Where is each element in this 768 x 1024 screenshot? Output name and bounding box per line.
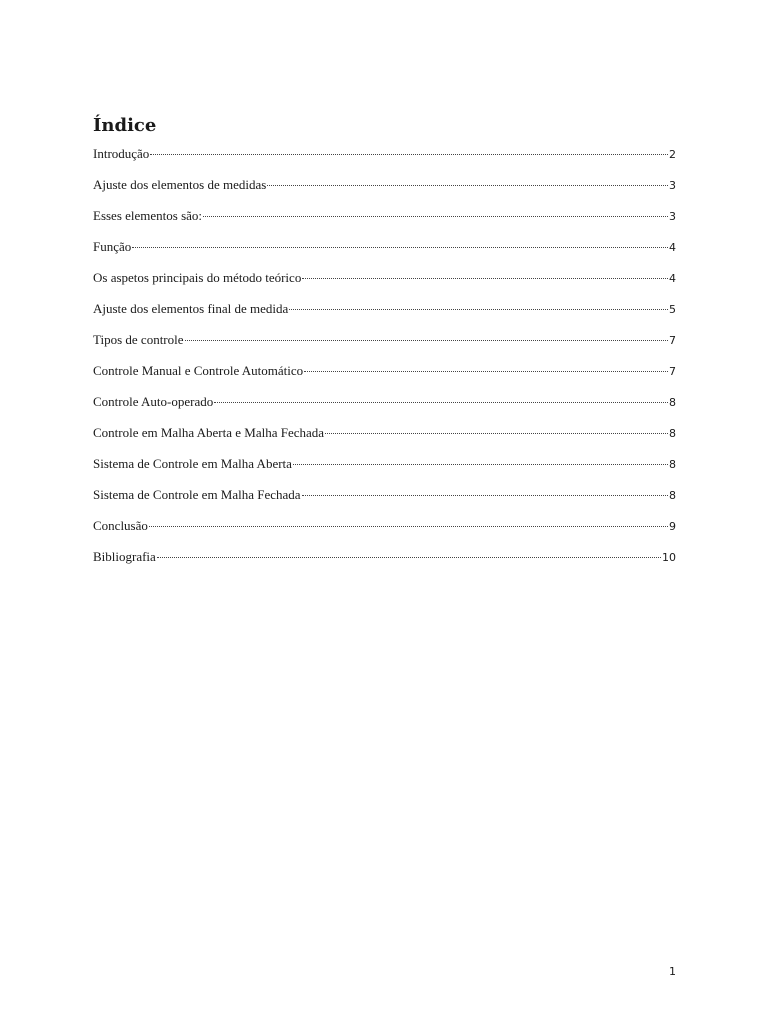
toc-entry-text[interactable]: Função — [93, 239, 132, 254]
toc-entry-text[interactable]: Ajuste dos elementos de medidas — [93, 177, 267, 192]
toc-entry-page: 9 — [669, 520, 676, 533]
toc-entry-text[interactable]: Bibliografia — [93, 549, 156, 564]
toc-entry-page: 2 — [669, 148, 676, 161]
toc-entry-page: 3 — [669, 179, 676, 192]
toc-entry-text[interactable]: Controle Auto-operado — [93, 394, 214, 409]
toc-entry-text[interactable]: Os aspetos principais do método teórico — [93, 270, 302, 285]
table-of-contents — [93, 145, 676, 579]
toc-entry[interactable] — [93, 486, 676, 517]
toc-entry-page: 8 — [669, 427, 676, 440]
toc-entry-page: 10 — [662, 551, 676, 564]
toc-entry-text[interactable]: Esses elementos são: — [93, 208, 203, 223]
toc-entry[interactable] — [93, 548, 676, 579]
dot-leader — [325, 433, 668, 434]
toc-entry[interactable] — [93, 269, 676, 300]
toc-entry[interactable] — [93, 238, 676, 269]
toc-entry-page: 3 — [669, 210, 676, 223]
toc-entry-page: 8 — [669, 396, 676, 409]
dot-leader — [132, 247, 668, 248]
page-title: Índice — [93, 115, 157, 136]
toc-entry-text[interactable]: Conclusão — [93, 518, 148, 533]
toc-entry[interactable] — [93, 145, 676, 176]
toc-entry-text[interactable]: Introdução — [93, 146, 150, 161]
dot-leader — [302, 278, 668, 279]
toc-entry[interactable] — [93, 331, 676, 362]
toc-entry-text[interactable]: Controle Manual e Controle Automático — [93, 363, 304, 378]
toc-entry-text[interactable]: Sistema de Controle em Malha Fechada — [93, 487, 301, 502]
toc-entry-page: 8 — [669, 458, 676, 471]
toc-entry[interactable] — [93, 455, 676, 486]
toc-entry-text[interactable]: Controle em Malha Aberta e Malha Fechada — [93, 425, 325, 440]
toc-entry-page: 4 — [669, 272, 676, 285]
toc-entry-text[interactable]: Ajuste dos elementos final de medida — [93, 301, 289, 316]
toc-entry-page: 8 — [669, 489, 676, 502]
dot-leader — [203, 216, 668, 217]
toc-entry[interactable] — [93, 300, 676, 331]
dot-leader — [293, 464, 668, 465]
toc-entry-text[interactable]: Tipos de controle — [93, 332, 184, 347]
toc-entry[interactable] — [93, 207, 676, 238]
toc-entry-page: 7 — [669, 334, 676, 347]
toc-entry-page: 5 — [669, 303, 676, 316]
toc-entry-page: 7 — [669, 365, 676, 378]
dot-leader — [185, 340, 668, 341]
toc-entry-page: 4 — [669, 241, 676, 254]
dot-leader — [150, 154, 668, 155]
toc-entry-text[interactable]: Sistema de Controle em Malha Aberta — [93, 456, 292, 471]
dot-leader — [157, 557, 661, 558]
toc-entry[interactable] — [93, 176, 676, 207]
page-number: 1 — [669, 965, 676, 978]
dot-leader — [304, 371, 668, 372]
dot-leader — [267, 185, 668, 186]
toc-entry[interactable] — [93, 393, 676, 424]
toc-entry[interactable] — [93, 362, 676, 393]
dot-leader — [302, 495, 668, 496]
dot-leader — [289, 309, 668, 310]
dot-leader — [149, 526, 668, 527]
toc-entry[interactable] — [93, 517, 676, 548]
toc-entry[interactable] — [93, 424, 676, 455]
dot-leader — [214, 402, 668, 403]
